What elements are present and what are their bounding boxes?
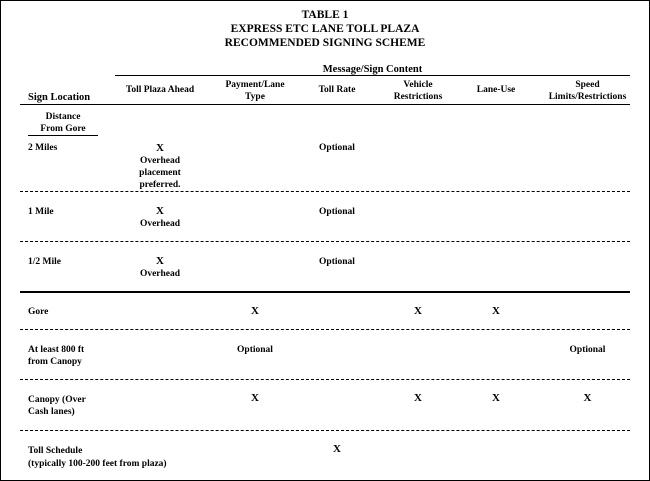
- row-1-mile-location: 1 Mile: [28, 207, 54, 217]
- col-speed-limits-l1: Speed: [575, 80, 600, 90]
- row-800ft-location-l2: from Canopy: [28, 357, 82, 367]
- header-bottom-rule: [20, 104, 630, 105]
- row-half-mile-location: 1/2 Mile: [28, 257, 61, 267]
- row-1-mile-toll-rate: Optional: [319, 207, 355, 217]
- row-toll-schedule-rate-x: X: [333, 443, 341, 455]
- row-2-miles-note-l3: preferred.: [139, 180, 181, 190]
- col-payment-lane-type-l1: Payment/Lane: [225, 80, 285, 90]
- row-1-mile-toll-plaza-x: X: [156, 205, 164, 217]
- row-canopy-speed-x: X: [583, 392, 592, 404]
- row-2-miles-note-l1: Overhead: [139, 156, 181, 166]
- row-half-mile-toll-plaza-x: X: [156, 255, 164, 267]
- row-800ft-speed: Optional: [569, 345, 606, 355]
- table-subtitle: RECOMMENDED SIGNING SCHEME: [224, 37, 426, 49]
- row-gore-location: Gore: [28, 307, 49, 317]
- col-toll-plaza-ahead: Toll Plaza Ahead: [125, 85, 195, 95]
- row-canopy-location-l2: Cash lanes): [28, 407, 75, 417]
- group-header-rule: [115, 75, 630, 76]
- distance-heading-l2: From Gore: [40, 124, 86, 134]
- row-1-mile-note: Overhead: [139, 219, 181, 229]
- row-canopy-lane-use-x: X: [492, 392, 500, 404]
- col-payment-lane-type-l2: Type: [245, 92, 265, 102]
- col-vehicle-restrictions-l1: Vehicle: [403, 80, 433, 90]
- col-toll-rate: Toll Rate: [318, 85, 356, 95]
- row-800ft-location-l1: At least 800 ft: [28, 345, 85, 355]
- row-half-mile-note: Overhead: [139, 269, 181, 279]
- row-800ft-payment: Optional: [237, 345, 273, 355]
- row-divider: [20, 241, 630, 242]
- row-divider: [20, 379, 630, 380]
- distance-heading-rule: [28, 135, 98, 136]
- row-gore-payment-x: X: [251, 305, 259, 317]
- table-number: TABLE 1: [301, 9, 349, 21]
- row-gore-lane-use-x: X: [492, 305, 500, 317]
- row-canopy-vehicle-x: X: [414, 392, 422, 404]
- message-sign-content-header: Message/Sign Content: [322, 64, 423, 75]
- section-divider: [20, 291, 630, 293]
- row-canopy-payment-x: X: [251, 392, 259, 404]
- row-toll-schedule-location-l2: (typically 100-200 feet from plaza): [28, 459, 167, 469]
- col-speed-limits-l2: Limits/Restrictions: [548, 92, 627, 102]
- row-divider: [20, 430, 630, 431]
- sign-location-header: Sign Location: [28, 92, 91, 103]
- col-lane-use: Lane-Use: [476, 85, 516, 95]
- row-2-miles-note-l2: placement: [139, 168, 181, 178]
- row-toll-schedule-location-l1: Toll Schedule: [28, 446, 83, 456]
- row-half-mile-toll-rate: Optional: [319, 257, 355, 267]
- row-divider: [20, 329, 630, 330]
- row-2-miles-toll-plaza-x: X: [156, 142, 164, 154]
- table-title: EXPRESS ETC LANE TOLL PLAZA: [230, 23, 420, 35]
- row-2-miles-toll-rate: Optional: [319, 143, 355, 153]
- row-canopy-location-l1: Canopy (Over: [28, 395, 86, 405]
- distance-heading-l1: Distance: [45, 112, 81, 122]
- row-2-miles-location: 2 Miles: [28, 143, 58, 153]
- row-divider: [20, 191, 630, 192]
- row-gore-vehicle-x: X: [414, 305, 422, 317]
- col-vehicle-restrictions-l2: Restrictions: [393, 92, 443, 102]
